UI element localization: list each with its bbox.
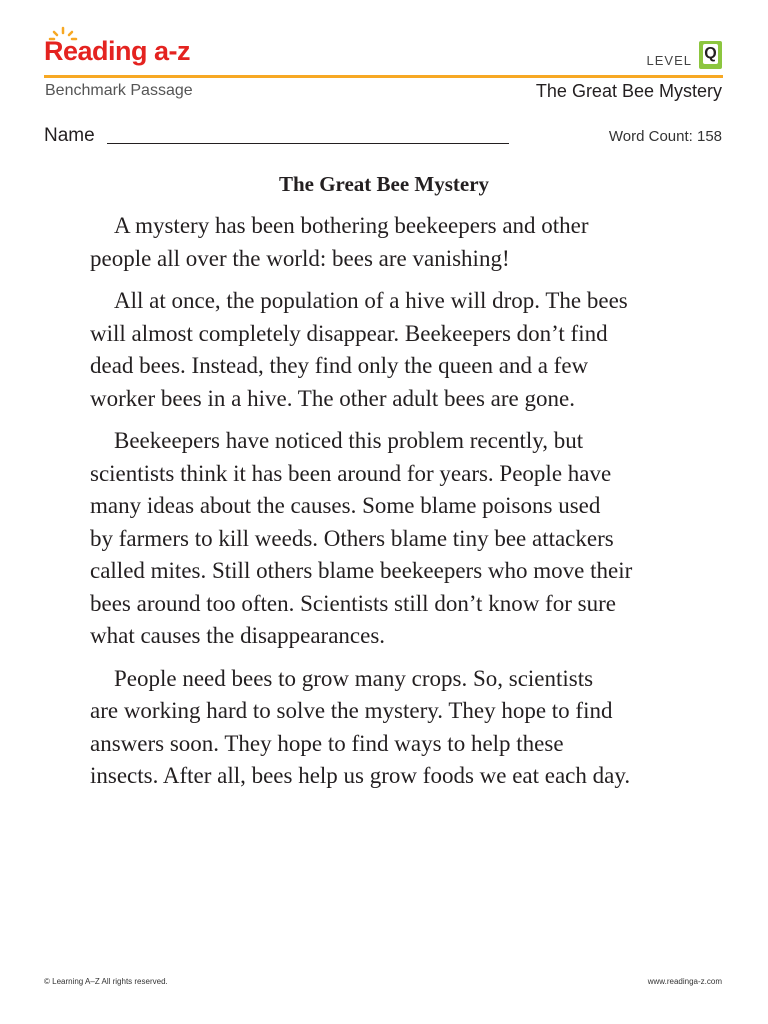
paragraph: [90, 425, 690, 653]
level-label: LEVEL: [646, 53, 692, 68]
word-count: Word Count: 158: [608, 128, 722, 145]
text-line: dead bees. Instead, they find only the queen and a few: [90, 353, 589, 378]
website-link[interactable]: www.readinga-z.com: [647, 977, 722, 986]
text-line: bees around too often. Scientists still don’t know for sure: [90, 590, 616, 616]
brand-name: Reading a-z: [44, 36, 191, 66]
name-field-line[interactable]: [107, 143, 509, 144]
text-line: people all over the world: bees are vanishing!: [90, 245, 510, 271]
header-title: The Great Bee Mystery: [535, 81, 722, 101]
header-divider: [44, 75, 723, 78]
text-line: by farmers to kill weeds. Others blame tiny bee attackers: [90, 525, 614, 551]
reading-az-logo: [44, 26, 244, 70]
paragraph: [90, 285, 690, 415]
text-line: A mystery has been bothering beekeepers and other: [114, 213, 589, 238]
copyright-notice: © Learning A–Z All rights reserved.: [44, 977, 168, 986]
text-line: scientists think it has been around for years. People have: [90, 460, 612, 486]
text-line: many ideas about the causes. Some blame poisons used: [90, 493, 601, 518]
text-line: will almost completely disappear. Beekeepers don’t find: [90, 320, 608, 346]
text-line: are working hard to solve the mystery. They hope to find: [90, 698, 613, 723]
level-value: Q: [704, 45, 717, 62]
passage-body: [90, 210, 690, 803]
passage-title: The Great Bee Mystery: [278, 172, 490, 196]
text-line: insects. After all, bees help us grow foods we eat each day.: [90, 763, 631, 788]
text-line: All at once, the population of a hive will drop. The bees: [114, 288, 628, 313]
text-line: what causes the disappearances.: [90, 623, 386, 648]
text-line: called mites. Still others blame beekeepers who move their: [90, 558, 633, 583]
text-line: People need bees to grow many crops. So, scientists: [114, 665, 594, 691]
text-line: Beekeepers have noticed this problem recently, but: [114, 428, 584, 453]
paragraph: [90, 663, 690, 793]
paragraph: [90, 210, 690, 275]
level-badge: [699, 41, 722, 69]
text-line: answers soon. They hope to find ways to help these: [90, 730, 564, 756]
passage-type-label: Benchmark Passage: [45, 82, 193, 99]
name-label: Name: [44, 125, 95, 146]
text-line: worker bees in a hive. The other adult bees are gone.: [90, 385, 575, 411]
